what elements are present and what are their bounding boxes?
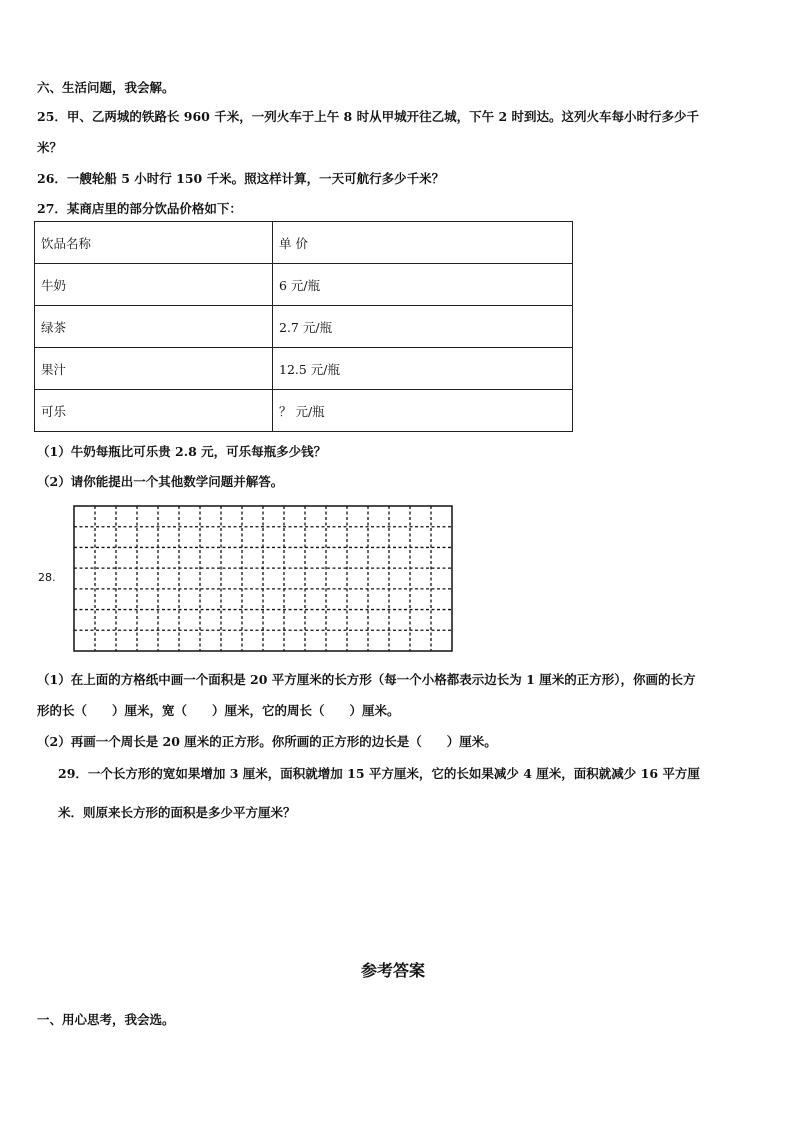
table-header: 饮品名称 [35,222,273,264]
table-cell: 可乐 [35,390,273,432]
question-28-part1: （1）在上面的方格纸中画一个面积是 20 平方厘米的长方形（每一个小格都表示边长为 1 厘米的正方形），你画的长方 [37,672,696,687]
question-26: 26．一艘轮船 5 小时行 150 千米。照这样计算，一天可航行多少千米？ [37,171,445,186]
question-29: 29．一个长方形的宽如果增加 3 厘米，面积就增加 15 平方厘米，它的长如果减少 4 厘米，面积就减少 16 平方厘 [58,766,700,781]
table-cell: 牛奶 [35,264,273,306]
table-cell: 12.5 元/瓶 [273,348,573,390]
table-row [35,390,573,432]
table-row [35,348,573,390]
question-28-part1-cont: 形的长（ ）厘米，宽（ ）厘米，它的周长（ ）厘米。 [37,703,400,718]
price-table [34,221,573,432]
question-27-part1: （1）牛奶每瓶比可乐贵 2.8 元，可乐每瓶多少钱？ [37,444,327,459]
table-row [35,264,573,306]
answers-title: 参考答案 [361,961,426,980]
question-25: 25．甲、乙两城的铁路长 960 千米，一列火车于上午 8 时从甲城开往乙城，下午 2 时到达。这列火车每小时行多少千 [37,109,699,124]
table-cell: ？ 元/瓶 [273,390,573,432]
question-28-part2: （2）再画一个周长是 20 厘米的正方形。你所画的正方形的边长是（ ）厘米。 [37,734,497,749]
question-29-cont: 米．则原来长方形的面积是多少平方厘米？ [58,805,296,820]
question-27: 27．某商店里的部分饮品价格如下： [37,201,242,216]
question-25-cont: 米？ [37,140,63,155]
section-heading: 六、生活问题，我会解。 [37,80,175,95]
table-row [35,306,573,348]
table-cell: 果汁 [35,348,273,390]
table-header-row [35,222,573,264]
table-cell: 绿茶 [35,306,273,348]
question-27-part2: （2）请你能提出一个其他数学问题并解答。 [37,474,284,489]
answers-section-heading: 一、用心思考，我会选。 [37,1012,175,1027]
question-28-label: 28. [38,571,56,584]
table-header: 单 价 [273,222,573,264]
table-cell: 2.7 元/瓶 [273,306,573,348]
table-cell: 6 元/瓶 [273,264,573,306]
grid-paper [73,505,453,652]
